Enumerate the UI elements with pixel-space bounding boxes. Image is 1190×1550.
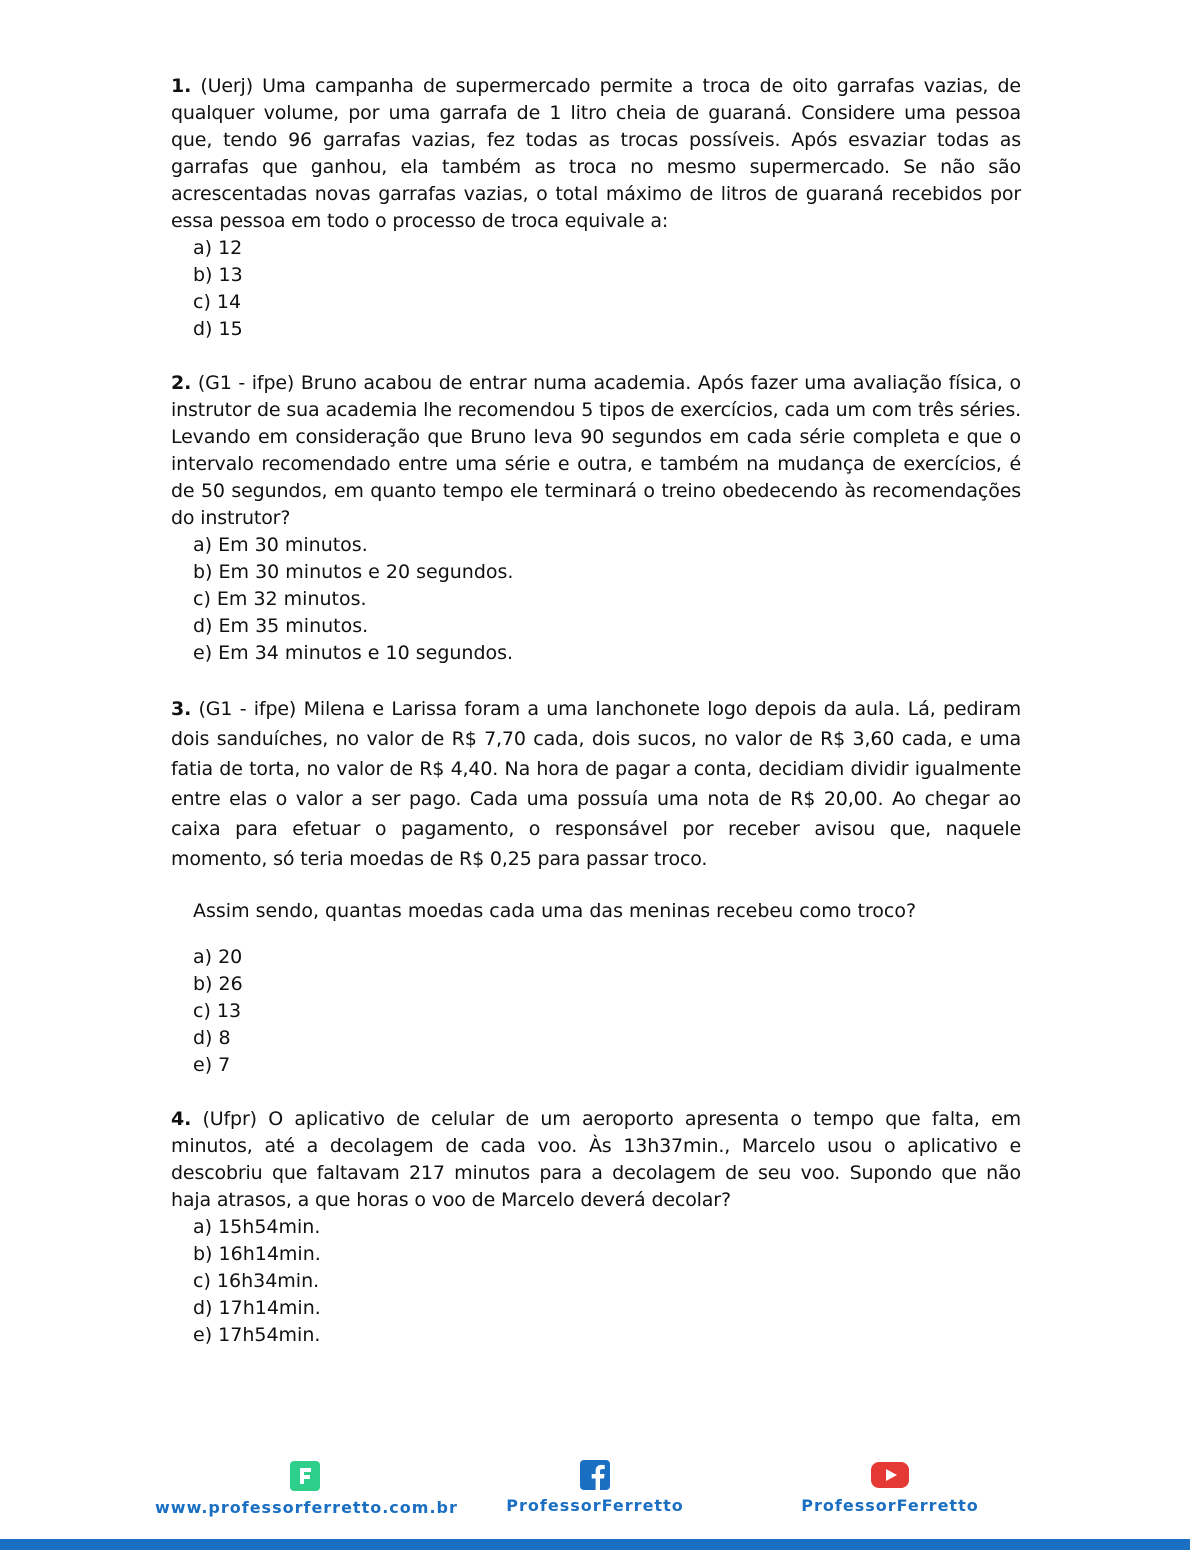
question-number: 2. — [171, 372, 192, 394]
question-4 — [171, 1106, 1021, 1349]
option: c) 16h34min. — [193, 1270, 320, 1292]
option: a) Em 30 minutos. — [193, 534, 368, 556]
options-list — [171, 235, 1021, 343]
question-1-statement — [171, 73, 1021, 235]
question-text: Bruno acabou de entrar numa academia. Após fazer uma avaliação física, o instrutor de sua academia lhe recomendou 5 tipos de exercícios, cada um com três séries. Levando em consideração que Bruno leva 90 segundos em cada série completa e que o intervalo recomendado entre uma série e outra, e também na mudança de exercícios, é de 50 segundos, em quanto tempo ele terminará o treino obedecendo às recomendações do instrutor? — [171, 372, 1021, 529]
option: b) 13 — [193, 264, 243, 286]
question-2 — [171, 370, 1021, 667]
option: b) Em 30 minutos e 20 segundos. — [193, 561, 514, 583]
option: d) 15 — [193, 318, 243, 340]
question-3-statement — [171, 694, 1021, 874]
question-source: (G1 - ifpe) — [191, 372, 295, 394]
option: e) 7 — [193, 1054, 231, 1076]
option: a) 15h54min. — [193, 1216, 321, 1238]
document-body — [171, 73, 1021, 1349]
question-number: 3. — [171, 698, 192, 720]
option: b) 16h14min. — [193, 1243, 321, 1265]
footer-youtube[interactable] — [755, 1460, 1025, 1515]
question-2-statement — [171, 370, 1021, 532]
option: b) 26 — [193, 973, 243, 995]
option: e) Em 34 minutos e 10 segundos. — [193, 642, 514, 664]
facebook-handle[interactable]: ProfessorFerretto — [506, 1496, 684, 1515]
option: c) 14 — [193, 291, 242, 313]
footer-website[interactable] — [155, 1460, 458, 1517]
bottom-accent-bar — [0, 1539, 1190, 1550]
option: d) 8 — [193, 1027, 231, 1049]
question-3-prompt: Assim sendo, quantas moedas cada uma das meninas recebeu como troco? — [193, 900, 917, 922]
website-link[interactable]: www.professorferretto.com.br — [155, 1498, 458, 1517]
question-number: 1. — [171, 75, 192, 97]
options-list — [171, 944, 1021, 1079]
option: c) Em 32 minutos. — [193, 588, 367, 610]
question-number: 4. — [171, 1108, 192, 1130]
options-list — [171, 532, 1021, 667]
youtube-handle[interactable]: ProfessorFerretto — [801, 1496, 979, 1515]
footer — [0, 1460, 1190, 1550]
youtube-icon — [870, 1460, 910, 1490]
option: a) 20 — [193, 946, 243, 968]
question-source: (G1 - ifpe) — [191, 698, 297, 720]
options-list — [171, 1214, 1021, 1349]
question-4-statement — [171, 1106, 1021, 1214]
question-text: Uma campanha de supermercado permite a troca de oito garrafas vazias, de qualquer volume, por uma garrafa de 1 litro cheia de guaraná. Considere uma pessoa que, tendo 96 garrafas vazias, fez todas as trocas possíveis. Após esvaziar todas as garrafas que ganhou, ela também as troca no mesmo supermercado. Se não são acrescentadas novas garrafas vazias, o total máximo de litros de guaraná recebidos por essa pessoa em todo o processo de troca equivale a: — [171, 75, 1021, 232]
question-1 — [171, 73, 1021, 343]
facebook-icon — [580, 1460, 610, 1490]
footer-facebook[interactable] — [460, 1460, 730, 1515]
option: a) 12 — [193, 237, 243, 259]
question-text: Milena e Larissa foram a uma lanchonete logo depois da aula. Lá, pediram dois sanduíches, no valor de R$ 7,70 cada, dois sucos, no valor de R$ 3,60 cada, e uma fatia de torta, no valor de R$ 4,40. Na hora de pagar a conta, decidiam dividir igualmente entre elas o valor a ser pago. Cada uma possuía uma nota de R$ 20,00. Ao chegar ao caixa para efetuar o pagamento, o responsável por receber avisou que, naquele momento, só teria moedas de R$ 0,25 para passar troco. — [171, 698, 1021, 870]
question-3 — [171, 694, 1021, 1079]
question-text: O aplicativo de celular de um aeroporto apresenta o tempo que falta, em minutos, até a decolagem de cada voo. Às 13h37min., Marcelo usou o aplicativo e descobriu que faltavam 217 minutos para a decolagem de seu voo. Supondo que não haja atrasos, a que horas o voo de Marcelo deverá decolar? — [171, 1108, 1021, 1211]
ferretto-logo-icon — [289, 1460, 321, 1492]
question-source: (Uerj) — [191, 75, 253, 97]
option: c) 13 — [193, 1000, 242, 1022]
option: d) 17h14min. — [193, 1297, 321, 1319]
question-source: (Ufpr) — [191, 1108, 257, 1130]
option: e) 17h54min. — [193, 1324, 321, 1346]
option: d) Em 35 minutos. — [193, 615, 369, 637]
